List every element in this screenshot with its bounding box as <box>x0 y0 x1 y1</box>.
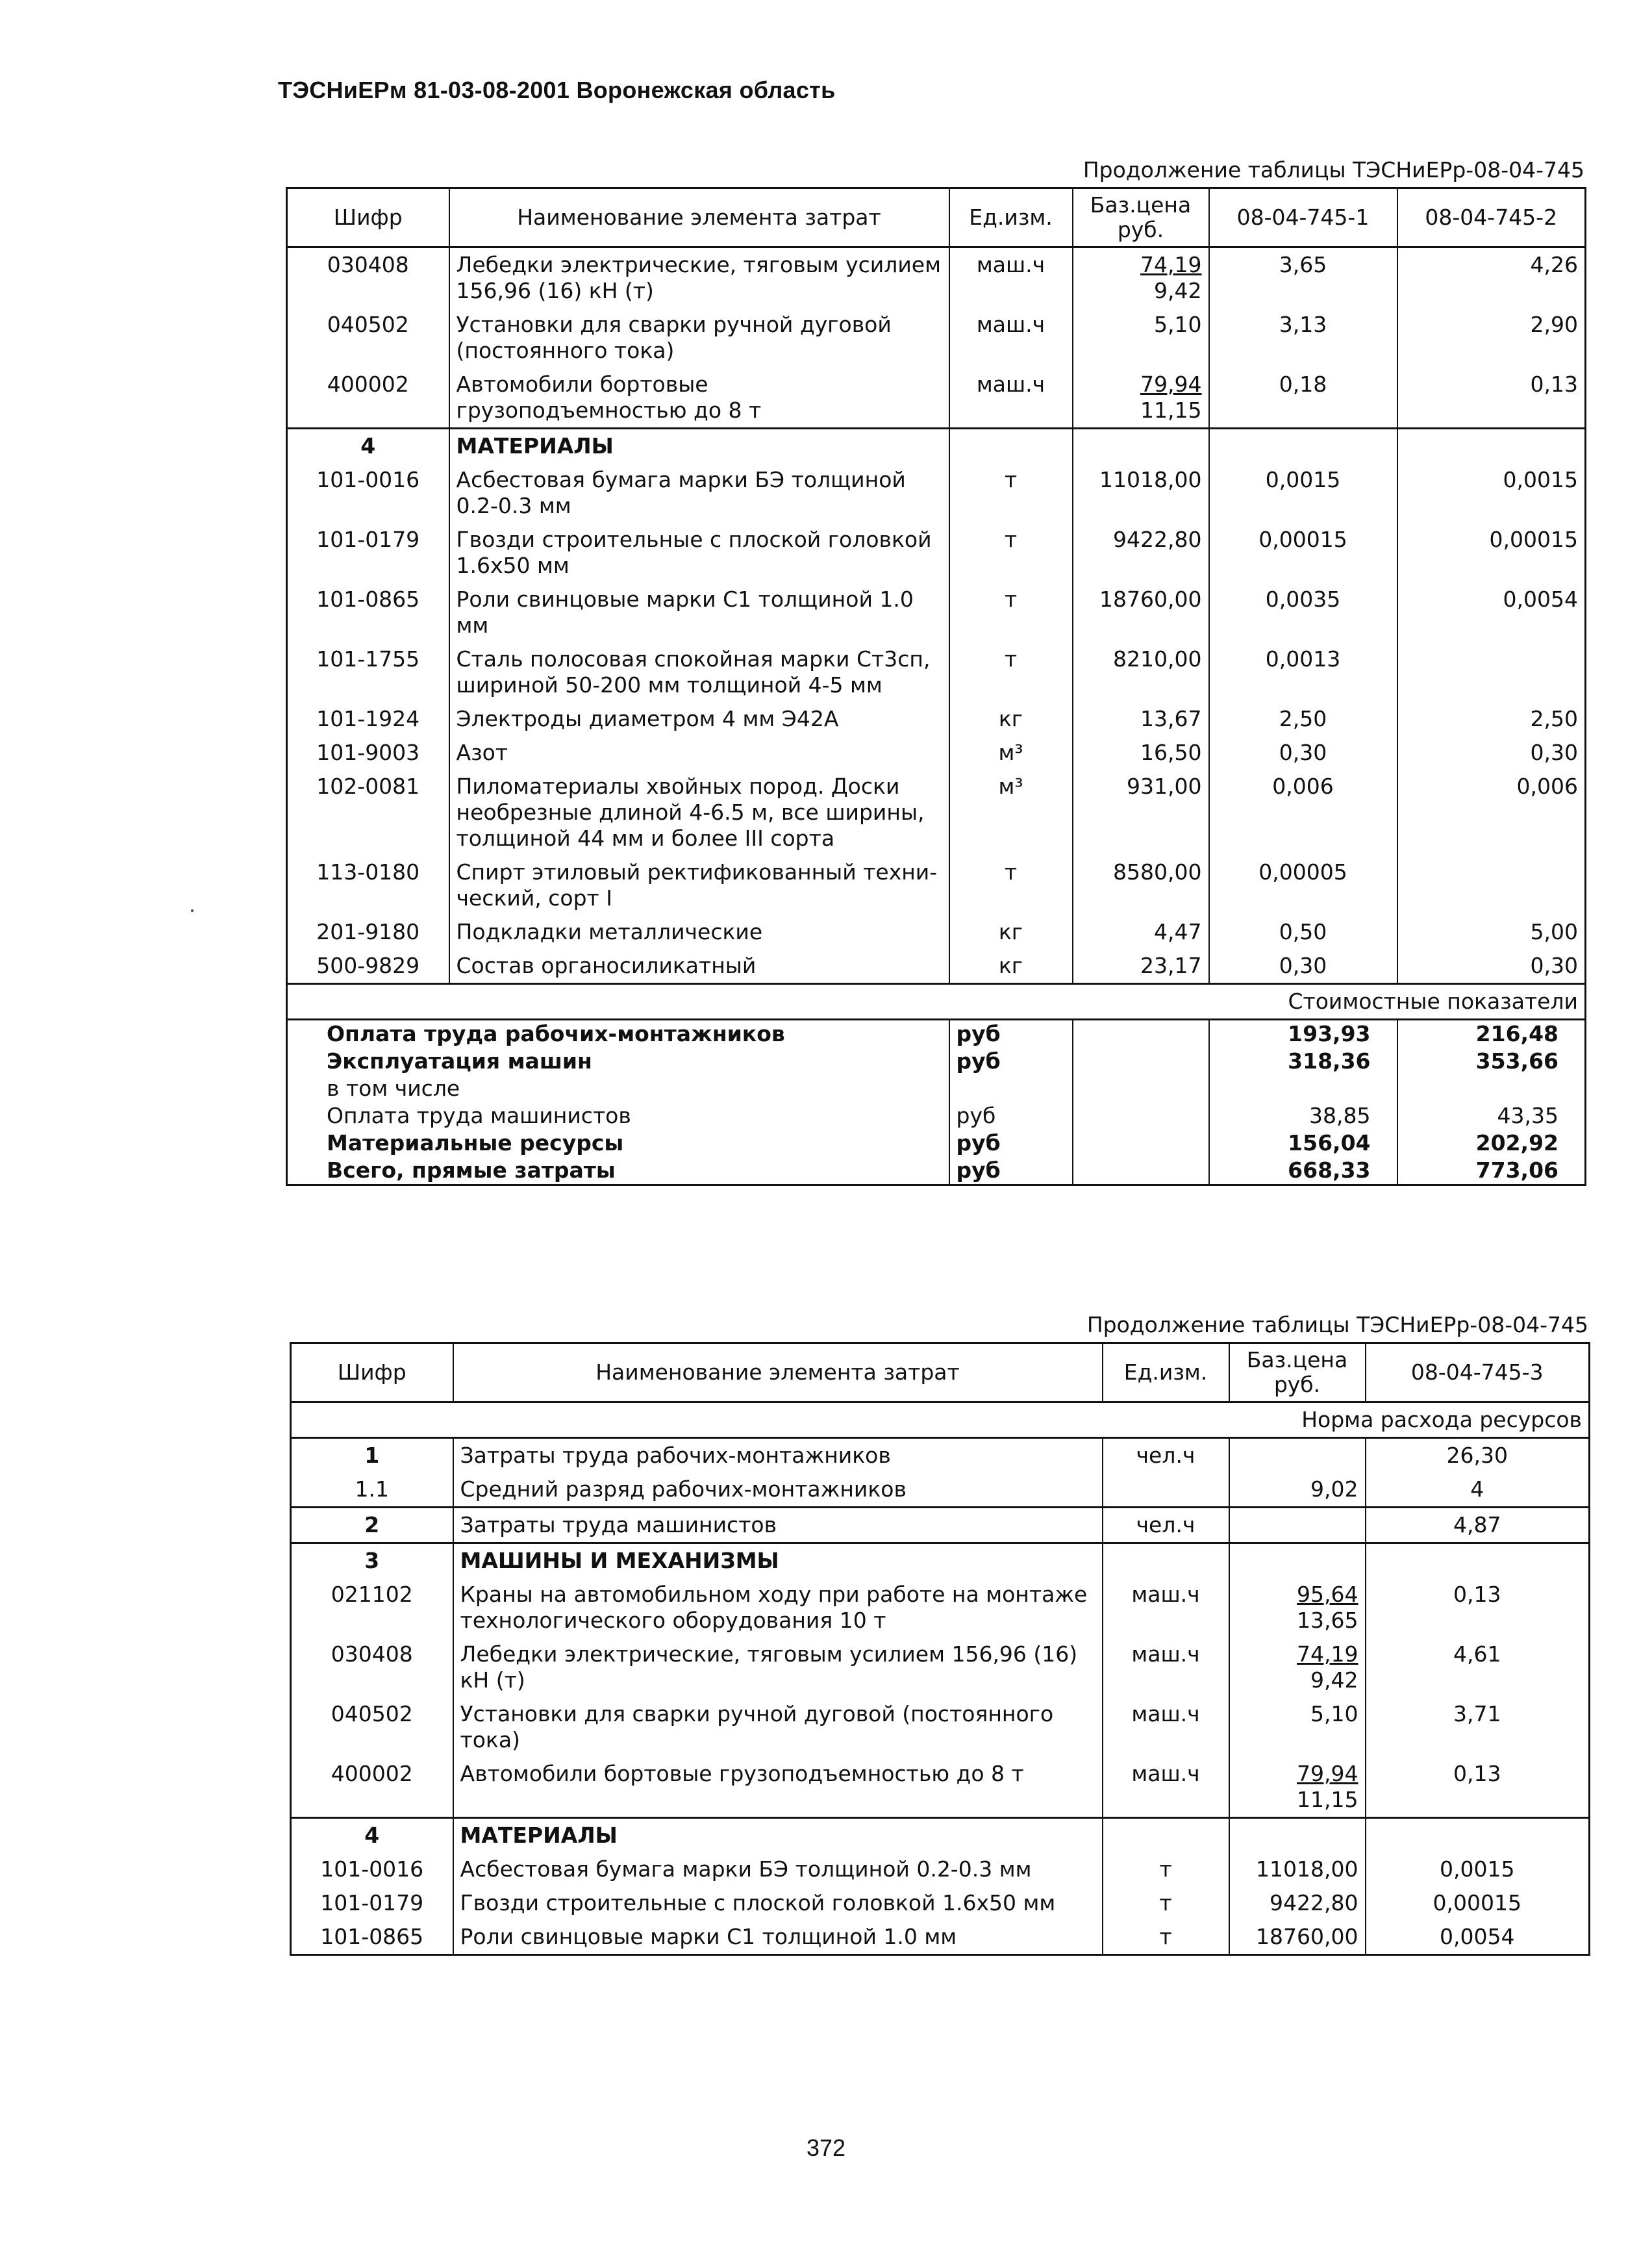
empty-cell <box>1073 1157 1209 1185</box>
cost-unit: руб <box>949 1048 1073 1075</box>
norm-2-cell: 2,50 <box>1397 702 1586 736</box>
table1-header-row <box>287 188 1586 247</box>
norm-section-title: Норма расхода ресурсов <box>291 1402 1590 1438</box>
unit-cell: т <box>1103 1852 1229 1886</box>
cost-unit: руб <box>949 1020 1073 1048</box>
col-header-price: Баз.цена руб. <box>1229 1343 1366 1402</box>
name-cell: Установки для сварки ручной дуговой (постоянного тока) <box>449 308 949 368</box>
norm-3-cell: 4 <box>1366 1473 1590 1508</box>
name-cell: Подкладки металлические <box>449 915 949 949</box>
norm-2-cell: 0,0054 <box>1397 583 1586 642</box>
code-cell: 101-0016 <box>320 1856 424 1882</box>
table-row <box>287 702 1586 736</box>
name-cell: Гвозди строительные с плоской головкой 1.6x50 мм <box>453 1886 1103 1920</box>
cost-label: Материальные ресурсы <box>327 1130 624 1156</box>
table1-continuation: Продолжение таблицы ТЭСНиЕРр-08-04-745 <box>1083 157 1584 183</box>
price-machinist-value: 9,42 <box>1310 1667 1358 1693</box>
col-header-norm-2: 08-04-745-2 <box>1397 188 1586 247</box>
price-cell <box>1229 1757 1366 1818</box>
price-cell <box>1229 1697 1366 1757</box>
table2-header-row <box>291 1343 1590 1402</box>
norm-1-cell: 0,18 <box>1209 368 1397 429</box>
section-row-materials <box>291 1818 1590 1853</box>
code-cell: 030408 <box>331 1641 413 1667</box>
unit-cell: кг <box>949 702 1073 736</box>
empty-cell <box>1366 1818 1590 1853</box>
empty-cell <box>1073 1075 1209 1102</box>
table-row <box>287 583 1586 642</box>
resource-table-2 <box>290 1342 1590 1956</box>
table2-continuation: Продолжение таблицы ТЭСНиЕРр-08-04-745 <box>1086 1312 1588 1337</box>
price-value: 79,94 <box>1140 372 1202 397</box>
unit-cell: маш.ч <box>949 368 1073 429</box>
empty-cell <box>1073 1102 1209 1130</box>
unit-cell: т <box>949 523 1073 583</box>
cost-unit: руб <box>949 1102 1073 1130</box>
cost-unit: руб <box>949 1130 1073 1157</box>
table-row <box>287 523 1586 583</box>
name-cell: Затраты труда машинистов <box>453 1508 1103 1543</box>
page-number: 372 <box>806 2134 846 2161</box>
table-row <box>291 1508 1590 1543</box>
price-value: 95,64 <box>1297 1582 1358 1607</box>
cost-label: Оплата труда рабочих-монтажников <box>327 1021 785 1046</box>
norm-1-cell: 0,0013 <box>1209 642 1397 702</box>
norm-1-cell: 3,65 <box>1209 247 1397 309</box>
col-header-unit: Ед.изм. <box>1103 1343 1229 1402</box>
price-cell: 931,00 <box>1073 770 1209 855</box>
name-cell: Роли свинцовые марки С1 толщиной 1.0 мм <box>449 583 949 642</box>
empty-cell <box>1073 429 1209 464</box>
empty-cell <box>1103 1818 1229 1853</box>
norm-1-cell: 0,50 <box>1209 915 1397 949</box>
name-cell: Пиломатериалы хвойных пород. Доски необрезные длиной 4-6.5 м, все ширины, толщиной 44 мм и более III сорта <box>449 770 949 855</box>
norm-3-cell: 26,30 <box>1366 1438 1590 1473</box>
col-header-code: Шифр <box>291 1343 453 1402</box>
price-cell: 13,67 <box>1073 702 1209 736</box>
empty-cell <box>949 429 1073 464</box>
code-cell: 2 <box>291 1508 453 1543</box>
empty-cell <box>1229 1543 1366 1578</box>
price-cell <box>1229 1438 1366 1473</box>
unit-cell: чел.ч <box>1103 1438 1229 1473</box>
name-cell: Установки для сварки ручной дуговой (постоянного тока) <box>453 1697 1103 1757</box>
price-cell: 9422,80 <box>1229 1886 1366 1920</box>
empty-cell <box>1229 1818 1366 1853</box>
price-cell <box>1073 368 1209 429</box>
code-cell: 040502 <box>331 1701 413 1726</box>
unit-cell: т <box>949 463 1073 523</box>
cost-row <box>287 1157 1586 1185</box>
code-cell: 101-0179 <box>320 1890 424 1915</box>
cost-row <box>287 1020 1586 1048</box>
unit-cell: кг <box>949 915 1073 949</box>
code-cell: 101-0865 <box>316 587 420 612</box>
cost-value-2: 43,35 <box>1397 1102 1586 1130</box>
resource-table-1 <box>286 187 1586 1186</box>
code-cell: 030408 <box>327 252 409 277</box>
table-row <box>287 915 1586 949</box>
code-cell: 113-0180 <box>316 859 420 885</box>
empty-cell <box>1397 429 1586 464</box>
table-row <box>287 463 1586 523</box>
col-header-price: Баз.цена руб. <box>1073 188 1209 247</box>
price-value: 79,94 <box>1297 1761 1358 1786</box>
code-cell: 500-9829 <box>316 953 420 978</box>
unit-cell: м³ <box>949 770 1073 855</box>
price-cell <box>1073 247 1209 309</box>
section-title: МАТЕРИАЛЫ <box>453 1818 1103 1853</box>
cost-label: Эксплуатация машин <box>327 1048 592 1074</box>
norm-3-cell: 3,71 <box>1366 1697 1590 1757</box>
cost-value-1: 193,93 <box>1209 1020 1397 1048</box>
cost-row <box>287 1075 1586 1102</box>
col-header-norm-1: 08-04-745-1 <box>1209 188 1397 247</box>
price-machinist-value: 11,15 <box>1297 1787 1358 1812</box>
unit-cell: маш.ч <box>1103 1697 1229 1757</box>
cost-value-1: 668,33 <box>1209 1157 1397 1185</box>
table-row <box>287 770 1586 855</box>
cost-value-2 <box>1397 1075 1586 1102</box>
unit-cell: т <box>949 855 1073 915</box>
unit-cell: чел.ч <box>1103 1508 1229 1543</box>
price-cell: 11018,00 <box>1073 463 1209 523</box>
col-header-code: Шифр <box>287 188 449 247</box>
norm-3-cell: 4,87 <box>1366 1508 1590 1543</box>
unit-cell: т <box>1103 1920 1229 1955</box>
norm-2-cell: 5,00 <box>1397 915 1586 949</box>
unit-cell: маш.ч <box>949 308 1073 368</box>
code-cell: 201-9180 <box>316 919 420 944</box>
cost-value-2: 216,48 <box>1397 1020 1586 1048</box>
unit-cell: маш.ч <box>1103 1757 1229 1818</box>
cost-value-1: 38,85 <box>1209 1102 1397 1130</box>
norm-3-cell: 0,0054 <box>1366 1920 1590 1955</box>
section-number: 4 <box>291 1818 453 1853</box>
norm-2-cell: 4,26 <box>1397 247 1586 309</box>
price-value: 5,10 <box>1310 1701 1358 1726</box>
norm-1-cell: 0,0015 <box>1209 463 1397 523</box>
cost-value-1: 156,04 <box>1209 1130 1397 1157</box>
norm-2-cell <box>1397 855 1586 915</box>
col-header-norm-3: 08-04-745-3 <box>1366 1343 1590 1402</box>
price-value: 5,10 <box>1154 312 1202 337</box>
unit-cell: т <box>1103 1886 1229 1920</box>
unit-cell: маш.ч <box>949 247 1073 309</box>
table-row <box>291 1886 1590 1920</box>
cost-value-2: 353,66 <box>1397 1048 1586 1075</box>
norm-1-cell: 0,006 <box>1209 770 1397 855</box>
scan-speck <box>191 909 194 912</box>
code-cell: 101-0016 <box>316 467 420 492</box>
section-row-machines <box>291 1543 1590 1578</box>
norm-2-cell <box>1397 642 1586 702</box>
section-number: 3 <box>291 1543 453 1578</box>
code-cell: 1.1 <box>355 1476 389 1502</box>
code-cell: 102-0081 <box>316 774 420 799</box>
unit-cell: маш.ч <box>1103 1578 1229 1637</box>
table-row <box>287 855 1586 915</box>
norm-1-cell: 0,0035 <box>1209 583 1397 642</box>
price-machinist-value: 9,42 <box>1154 278 1202 303</box>
table-row <box>291 1852 1590 1886</box>
price-cell: 11018,00 <box>1229 1852 1366 1886</box>
code-cell: 400002 <box>327 372 409 397</box>
code-cell: 040502 <box>327 312 409 337</box>
price-cell: 9422,80 <box>1073 523 1209 583</box>
name-cell: Асбестовая бумага марки БЭ толщиной 0.2-0.3 мм <box>449 463 949 523</box>
unit-cell: т <box>949 583 1073 642</box>
table-row <box>291 1637 1590 1697</box>
table-row <box>291 1757 1590 1818</box>
price-cell: 8210,00 <box>1073 642 1209 702</box>
table-row <box>291 1438 1590 1473</box>
table-row <box>287 736 1586 770</box>
cost-value-1 <box>1209 1075 1397 1102</box>
name-cell: Лебедки электрические, тяговым усилием 156,96 (16) кН (т) <box>453 1637 1103 1697</box>
empty-cell <box>1073 1048 1209 1075</box>
code-cell: 400002 <box>331 1761 413 1786</box>
cost-value-2: 773,06 <box>1397 1157 1586 1185</box>
empty-cell <box>1366 1543 1590 1578</box>
empty-cell <box>1209 429 1397 464</box>
section-number: 4 <box>287 429 449 464</box>
price-machinist-value: 13,65 <box>1297 1608 1358 1633</box>
price-machinist-value: 11,15 <box>1140 398 1202 423</box>
table-row <box>287 308 1586 368</box>
cost-value-1: 318,36 <box>1209 1048 1397 1075</box>
name-cell: Краны на автомобильном ходу при работе на монтаже технологического оборудования 10 т <box>453 1578 1103 1637</box>
norm-2-cell: 0,00015 <box>1397 523 1586 583</box>
unit-cell <box>1103 1473 1229 1508</box>
code-cell: 101-9003 <box>316 740 420 765</box>
norm-2-cell: 0,006 <box>1397 770 1586 855</box>
name-cell: Роли свинцовые марки С1 толщиной 1.0 мм <box>453 1920 1103 1955</box>
cost-label: Всего, прямые затраты <box>327 1157 616 1183</box>
price-cell: 18760,00 <box>1073 583 1209 642</box>
empty-cell <box>1103 1543 1229 1578</box>
unit-cell: т <box>949 642 1073 702</box>
norm-3-cell: 4,61 <box>1366 1637 1590 1697</box>
col-header-name: Наименование элемента затрат <box>453 1343 1103 1402</box>
section-title: МАШИНЫ И МЕХАНИЗМЫ <box>453 1543 1103 1578</box>
cost-row <box>287 1130 1586 1157</box>
table-row <box>287 949 1586 984</box>
norm-2-cell: 0,30 <box>1397 736 1586 770</box>
empty-cell <box>1073 1130 1209 1157</box>
cost-value-2: 202,92 <box>1397 1130 1586 1157</box>
cost-row <box>287 1102 1586 1130</box>
cost-section-title: Стоимостные показатели <box>287 984 1586 1020</box>
norm-3-cell: 0,13 <box>1366 1578 1590 1637</box>
norm-1-cell: 0,30 <box>1209 736 1397 770</box>
price-cell <box>1073 308 1209 368</box>
price-cell: 9,02 <box>1229 1473 1366 1508</box>
norm-3-cell: 0,13 <box>1366 1757 1590 1818</box>
norm-2-cell: 0,30 <box>1397 949 1586 984</box>
unit-cell: маш.ч <box>1103 1637 1229 1697</box>
price-value: 74,19 <box>1140 252 1202 277</box>
table-row <box>291 1697 1590 1757</box>
norm-2-cell: 0,13 <box>1397 368 1586 429</box>
norm-1-cell: 0,00015 <box>1209 523 1397 583</box>
price-cell: 23,17 <box>1073 949 1209 984</box>
cost-title-row <box>287 984 1586 1020</box>
name-cell: Автомобили бортовые грузоподъемностью до 8 т <box>453 1757 1103 1818</box>
name-cell: Средний разряд рабочих-монтажников <box>453 1473 1103 1508</box>
price-cell: 4,47 <box>1073 915 1209 949</box>
price-cell <box>1229 1637 1366 1697</box>
col-header-unit: Ед.изм. <box>949 188 1073 247</box>
price-value: 74,19 <box>1297 1641 1358 1667</box>
section-title: МАТЕРИАЛЫ <box>449 429 949 464</box>
unit-cell: м³ <box>949 736 1073 770</box>
norm-title-row <box>291 1402 1590 1438</box>
cost-row <box>287 1048 1586 1075</box>
table-row <box>291 1920 1590 1955</box>
price-cell <box>1229 1578 1366 1637</box>
section-row-materials <box>287 429 1586 464</box>
norm-1-cell: 0,00005 <box>1209 855 1397 915</box>
code-cell: 021102 <box>331 1582 413 1607</box>
name-cell: Спирт этиловый ректификованный техни-ческий, сорт I <box>449 855 949 915</box>
name-cell: Сталь полосовая спокойная марки Ст3сп, шириной 50-200 мм толщиной 4-5 мм <box>449 642 949 702</box>
norm-2-cell: 2,90 <box>1397 308 1586 368</box>
cost-label: в том числе <box>327 1076 460 1101</box>
code-cell: 101-0865 <box>320 1924 424 1949</box>
norm-2-cell: 0,0015 <box>1397 463 1586 523</box>
name-cell: Азот <box>449 736 949 770</box>
code-cell: 101-1755 <box>316 646 420 672</box>
norm-1-cell: 2,50 <box>1209 702 1397 736</box>
name-cell: Лебедки электрические, тяговым усилием 156,96 (16) кН (т) <box>449 247 949 309</box>
name-cell: Автомобили бортовые грузоподъемностью до 8 т <box>449 368 949 429</box>
unit-cell: кг <box>949 949 1073 984</box>
table-row <box>287 247 1586 309</box>
norm-3-cell: 0,00015 <box>1366 1886 1590 1920</box>
price-cell: 8580,00 <box>1073 855 1209 915</box>
price-cell: 18760,00 <box>1229 1920 1366 1955</box>
table-row <box>287 642 1586 702</box>
code-cell: 101-0179 <box>316 527 420 552</box>
name-cell: Состав органосиликатный <box>449 949 949 984</box>
cost-label: Оплата труда машинистов <box>327 1103 631 1128</box>
table-row <box>291 1578 1590 1637</box>
norm-3-cell: 0,0015 <box>1366 1852 1590 1886</box>
cost-unit: руб <box>949 1157 1073 1185</box>
name-cell: Затраты труда рабочих-монтажников <box>453 1438 1103 1473</box>
document-header: ТЭСНиЕРм 81-03-08-2001 Воронежская область <box>278 77 836 103</box>
code-cell: 1 <box>364 1443 380 1468</box>
norm-1-cell: 3,13 <box>1209 308 1397 368</box>
table-row <box>291 1473 1590 1508</box>
norm-1-cell: 0,30 <box>1209 949 1397 984</box>
price-cell: 16,50 <box>1073 736 1209 770</box>
table-row <box>287 368 1586 429</box>
col-header-name: Наименование элемента затрат <box>449 188 949 247</box>
name-cell: Электроды диаметром 4 мм Э42А <box>449 702 949 736</box>
cost-unit <box>949 1075 1073 1102</box>
name-cell: Гвозди строительные с плоской головкой 1.6x50 мм <box>449 523 949 583</box>
price-cell <box>1229 1508 1366 1543</box>
name-cell: Асбестовая бумага марки БЭ толщиной 0.2-0.3 мм <box>453 1852 1103 1886</box>
code-cell: 101-1924 <box>316 706 420 731</box>
empty-cell <box>1073 1020 1209 1048</box>
